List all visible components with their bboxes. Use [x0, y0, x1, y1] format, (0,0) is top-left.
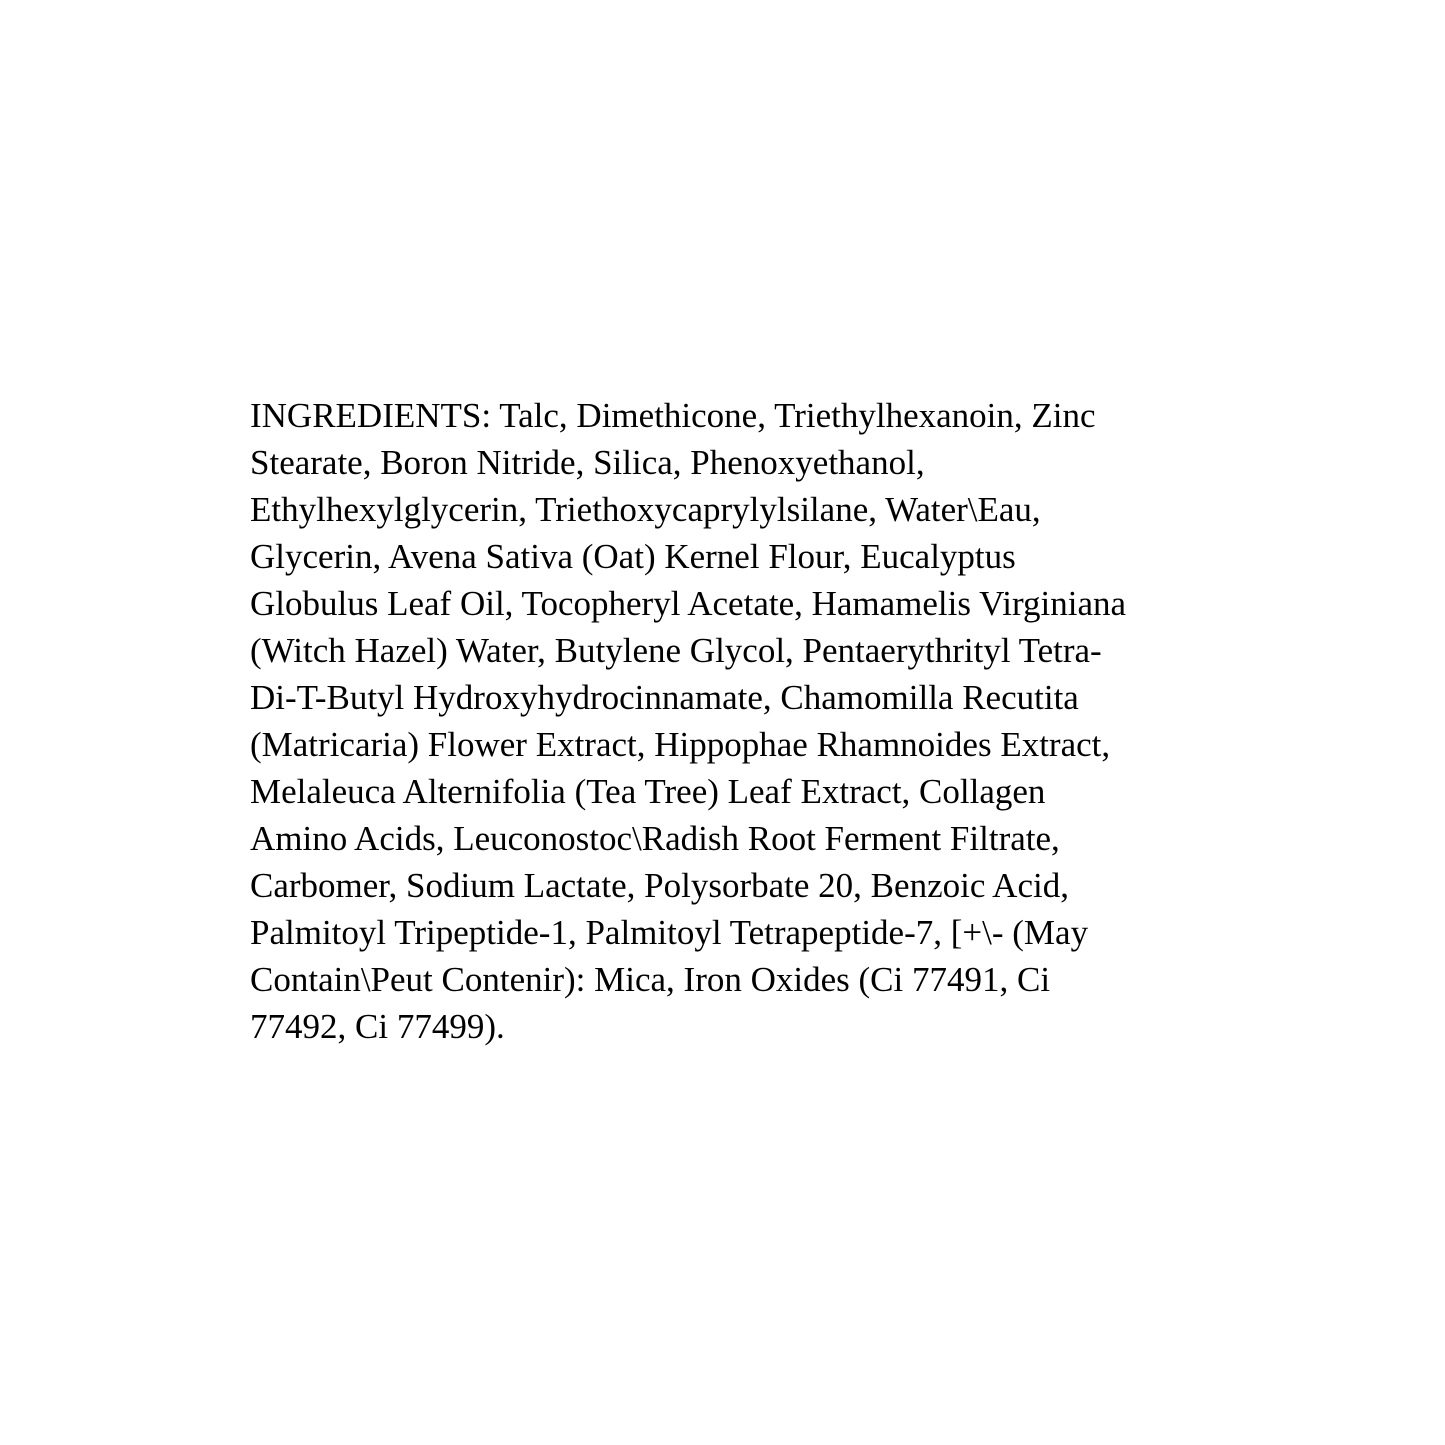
ingredients-line: Ethylhexylglycerin, Triethoxycaprylylsilane, Water\Eau,: [250, 490, 1041, 529]
ingredients-line: Di-T-Butyl Hydroxyhydrocinnamate, Chamomilla Recutita: [250, 678, 1079, 717]
ingredients-line: 77492, Ci 77499).: [250, 1007, 505, 1046]
ingredients-line: (Matricaria) Flower Extract, Hippophae Rhamnoides Extract,: [250, 725, 1111, 764]
ingredients-line: Palmitoyl Tripeptide-1, Palmitoyl Tetrapeptide-7, [+\- (May: [250, 913, 1089, 952]
ingredients-line: Melaleuca Alternifolia (Tea Tree) Leaf Extract, Collagen: [250, 772, 1046, 811]
ingredients-line: (Witch Hazel) Water, Butylene Glycol, Pentaerythrityl Tetra-: [250, 631, 1102, 670]
ingredients-text-block: [250, 392, 1230, 1050]
ingredients-line: Amino Acids, Leuconostoc\Radish Root Ferment Filtrate,: [250, 819, 1060, 858]
ingredients-line: Globulus Leaf Oil, Tocopheryl Acetate, Hamamelis Virginiana: [250, 584, 1127, 623]
ingredients-line: Glycerin, Avena Sativa (Oat) Kernel Flour, Eucalyptus: [250, 537, 1016, 576]
ingredients-line: Contain\Peut Contenir): Mica, Iron Oxides (Ci 77491, Ci: [250, 960, 1051, 999]
ingredients-line: Stearate, Boron Nitride, Silica, Phenoxyethanol,: [250, 443, 925, 482]
ingredients-line: Carbomer, Sodium Lactate, Polysorbate 20, Benzoic Acid,: [250, 866, 1069, 905]
ingredients-line: INGREDIENTS: Talc, Dimethicone, Triethylhexanoin, Zinc: [250, 396, 1096, 435]
